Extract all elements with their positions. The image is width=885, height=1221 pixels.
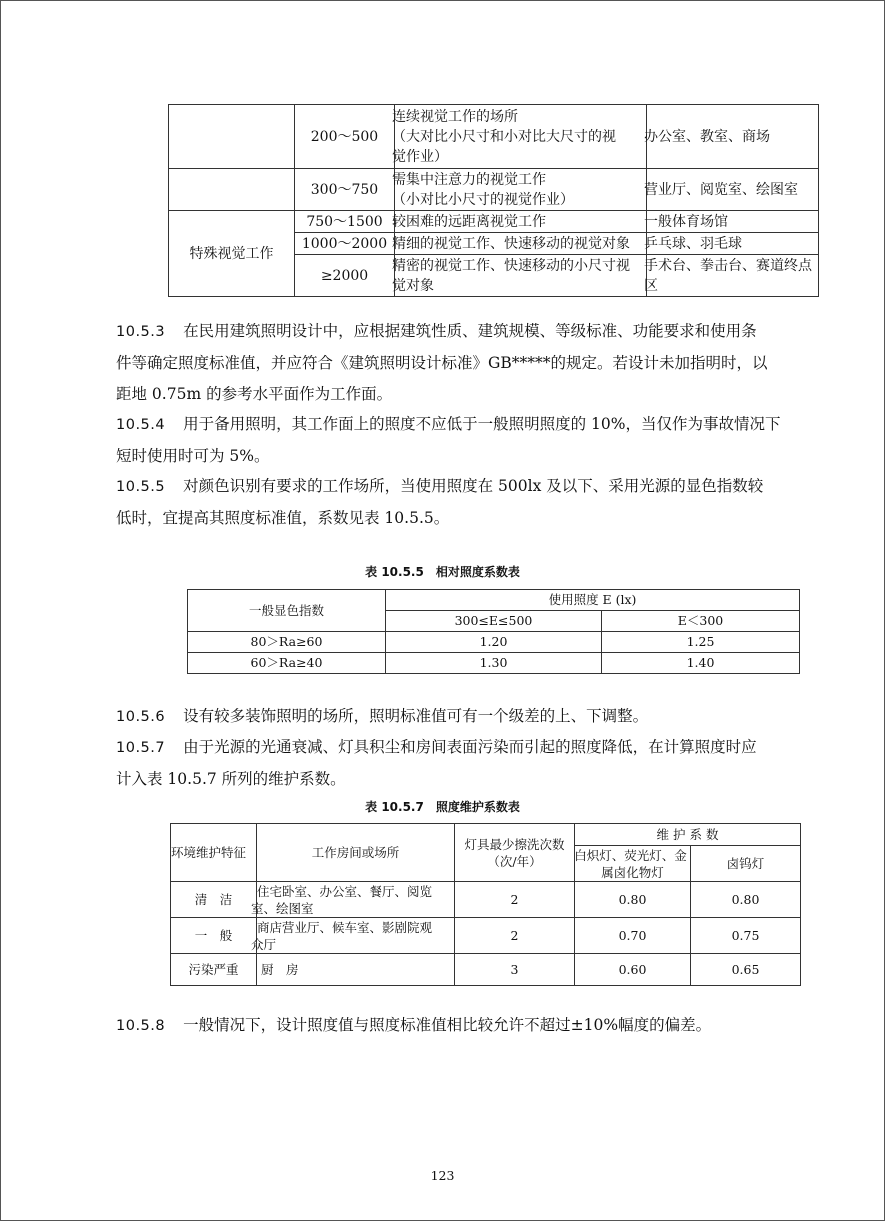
environment-normal: 一 般 [171, 918, 257, 954]
clause-line: 距地 0.75m 的参考水平面作为工作面。 [116, 385, 393, 403]
table-header-row [188, 590, 800, 611]
coefficient: 1.40 [602, 653, 800, 674]
header-illuminance-group: 使用照度 E (lx) [386, 590, 800, 611]
visual-work-cell: 精细的视觉工作、快速移动的视觉对象 [395, 233, 647, 255]
header-lamp-halogen: 卤钨灯 [691, 846, 801, 882]
clause-10-5-8 [116, 1010, 796, 1042]
header-color-rendering-index: 一般显色指数 [188, 590, 386, 632]
table-row [169, 105, 819, 169]
illuminance-value: 1000～2000 [295, 233, 395, 255]
example-places: 乒乓球、羽毛球 [647, 233, 819, 255]
wash-count: 2 [455, 882, 575, 918]
wash-count: 2 [455, 918, 575, 954]
clause-line: 10.5.4 用于备用照明，其工作面上的照度不应低于一般照明照度的 10%，当仅作为事故情况下 [116, 415, 781, 433]
category-cell [169, 169, 295, 211]
clause-line: 10.5.5 对颜色识别有要求的工作场所，当使用照度在 500lx 及以下、采用光源的显色指数较 [116, 477, 764, 495]
factor: 0.80 [575, 882, 691, 918]
category-cell [169, 105, 295, 169]
example-places: 一般体育场馆 [647, 211, 819, 233]
header-col: 300≤E≤500 [386, 611, 602, 632]
visual-work-cell: 较困难的远距离视觉工作 [395, 211, 647, 233]
clause-line: 10.5.7 由于光源的光通衰减、灯具积尘和房间表面污染而引起的照度降低，在计算照度时应 [116, 738, 757, 756]
clause-line: 10.5.8 一般情况下，设计照度值与照度标准值相比较允许不超过±10%幅度的偏差。 [116, 1016, 712, 1034]
illuminance-value: 200～500 [295, 105, 395, 169]
table-row [171, 918, 801, 954]
clause-line: 件等确定照度标准值，并应符合《建筑照明设计标准》GB*****的规定。若设计未加指明时，以 [116, 354, 768, 372]
coefficient: 1.25 [602, 632, 800, 653]
example-places: 营业厅、阅览室、绘图室 [647, 169, 819, 211]
table-10-5-5-caption: 表 10.5.5 相对照度系数表 [365, 565, 520, 579]
header-col: E＜300 [602, 611, 800, 632]
coefficient: 1.30 [386, 653, 602, 674]
header-environment: 环境维护特征 [171, 824, 257, 882]
header-wash-frequency: 灯具最少擦洗次数 （次/年） [455, 824, 575, 882]
environment-heavy-pollution: 污染严重 [171, 954, 257, 986]
clause-line: 10.5.3 在民用建筑照明设计中，应根据建筑性质、建筑规模、等级标准、功能要求和使用条 [116, 322, 757, 340]
factor: 0.65 [691, 954, 801, 986]
clause-line: 计入表 10.5.7 所列的维护系数。 [116, 770, 346, 788]
example-places: 手术台、拳击台、赛道终点 区 [647, 255, 819, 297]
factor: 0.75 [691, 918, 801, 954]
visual-work-cell: 连续视觉工作的场所 （大对比小尺寸和小对比大尺寸的视 觉作业） [395, 105, 647, 169]
ra-range: 80＞Ra≥60 [188, 632, 386, 653]
table-header-row [171, 824, 801, 846]
table-row [188, 653, 800, 674]
maintenance-factor-table [170, 823, 801, 986]
clause-line: 短时使用时可为 5%。 [116, 447, 270, 465]
header-lamp-incandescent: 白炽灯、荧光灯、金 属卤化物灯 [575, 846, 691, 882]
header-maintenance-factor: 维 护 系 数 [575, 824, 801, 846]
clause-10-5-5 [116, 471, 796, 534]
table-row [169, 169, 819, 211]
illuminance-level-table [168, 104, 819, 297]
room-cell: 厨 房 [257, 954, 455, 986]
table-10-5-7-caption: 表 10.5.7 照度维护系数表 [365, 800, 520, 814]
coefficient: 1.20 [386, 632, 602, 653]
header-room: 工作房间或场所 [257, 824, 455, 882]
clause-10-5-3 [116, 316, 796, 410]
ra-range: 60＞Ra≥40 [188, 653, 386, 674]
table-row [188, 632, 800, 653]
visual-work-cell: 精密的视觉工作、快速移动的小尺寸视 觉对象 [395, 255, 647, 297]
page-number: 123 [430, 1168, 455, 1183]
environment-clean: 清 洁 [171, 882, 257, 918]
illuminance-value: ≥2000 [295, 255, 395, 297]
clause-10-5-7 [116, 732, 796, 795]
wash-count: 3 [455, 954, 575, 986]
illuminance-value: 750～1500 [295, 211, 395, 233]
category-special-visual-work: 特殊视觉工作 [169, 211, 295, 297]
factor: 0.60 [575, 954, 691, 986]
room-cell: 住宅卧室、办公室、餐厅、阅览 室、绘图室 [257, 882, 455, 918]
factor: 0.70 [575, 918, 691, 954]
example-places: 办公室、教室、商场 [647, 105, 819, 169]
room-cell: 商店营业厅、候车室、影剧院观 众厅 [257, 918, 455, 954]
clause-line: 10.5.6 设有较多装饰照明的场所，照明标准值可有一个级差的上、下调整。 [116, 707, 649, 725]
table-row [171, 882, 801, 918]
relative-illuminance-coefficient-table [187, 589, 800, 674]
factor: 0.80 [691, 882, 801, 918]
clause-10-5-6 [116, 701, 796, 733]
table-row [171, 954, 801, 986]
visual-work-cell: 需集中注意力的视觉工作 （小对比小尺寸的视觉作业） [395, 169, 647, 211]
table-row [169, 211, 819, 233]
illuminance-value: 300～750 [295, 169, 395, 211]
clause-line: 低时，宜提高其照度标准值，系数见表 10.5.5。 [116, 509, 450, 527]
clause-10-5-4 [116, 409, 796, 472]
